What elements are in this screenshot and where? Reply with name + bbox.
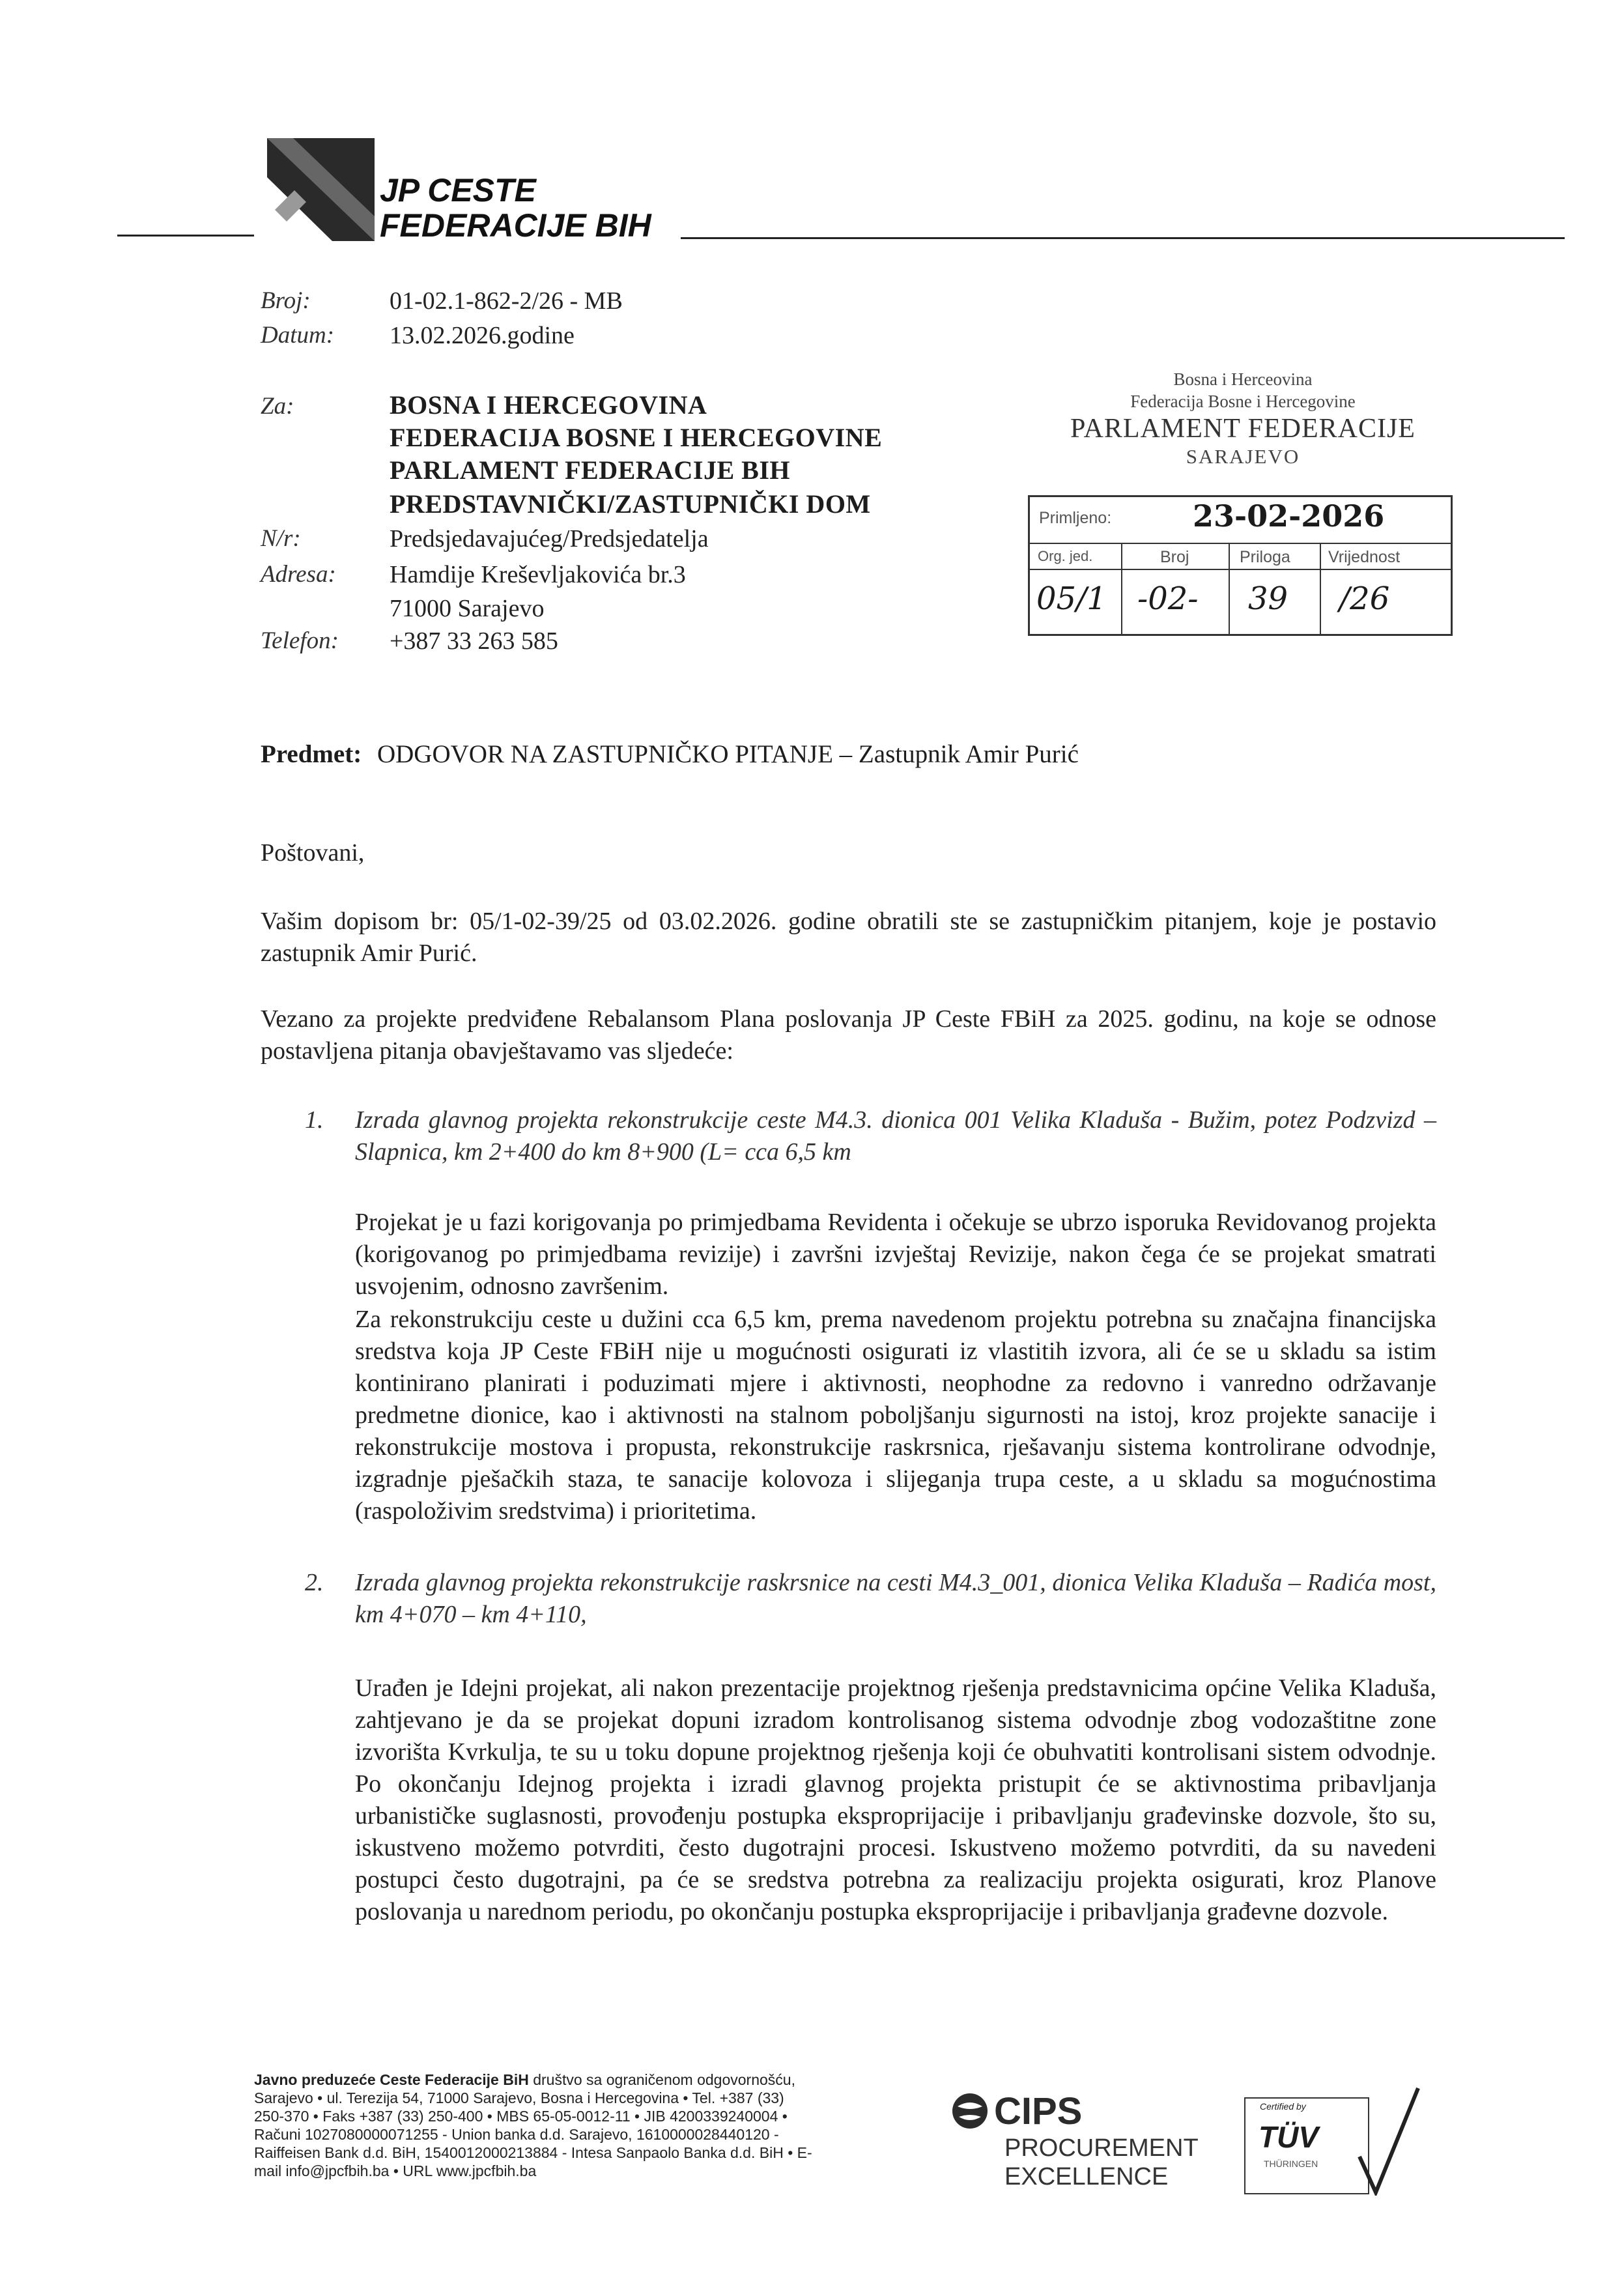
item2-title: Izrada glavnog projekta rekonstrukcije raskrsnice na cesti M4.3_001, dionica Velika Kladuša – Radića most, km 4+070 – km 4+110, <box>355 1569 1436 1628</box>
paragraph-2: Vezano za projekte predviđene Rebalansom Plana poslovanja JP Ceste FBiH za 2025. godinu, na koje se odnose postavljena pitanja obavještavamo vas sljedeće: <box>261 1005 1436 1065</box>
cips-line2: EXCELLENCE <box>1004 2163 1169 2190</box>
tuv-certified-label: Certified by <box>1260 2101 1306 2112</box>
recipient-line2: FEDERACIJA BOSNE I HERCEGOVINE <box>390 423 883 452</box>
stamp-received-row <box>1030 497 1451 544</box>
company-logo-icon <box>267 138 375 241</box>
tuv-name: TÜV <box>1259 2120 1318 2154</box>
broj-value: 01-02.1-862-2/26 - MB <box>390 287 623 315</box>
paragraph-1: Vašim dopisom br: 05/1-02-39/25 od 03.02.2026. godine obratili ste se zastupničkim pitanjem, koje je postavio zastupnik Amir Purić. <box>261 908 1436 967</box>
item1-paragraph-1: Projekat je u fazi korigovanja po primjedbama Revidenta i očekuje se ubrzo isporuka Revidovanog projekta (korigovanog po primjedbama revizije) i završni izvještaj Revizije, nakon čega će se projekat smatrati usvojenim, odnosno završenim. <box>355 1209 1436 1300</box>
item1-title: Izrada glavnog projekta rekonstrukcije ceste M4.3. dionica 001 Velika Kladuša - Bužim, potez Podzvizd – Slapnica, km 2+400 do km 8+900 (L= cca 6,5 km <box>355 1106 1436 1166</box>
stamp-line2: Federacija Bosne i Hercegovine <box>1130 392 1356 411</box>
footer-line6: mail info@jpcfbih.ba • URL www.jpcfbih.ba <box>254 2162 537 2179</box>
nr-value: Predsjedavajućeg/Predsjedatelja <box>390 525 709 552</box>
stamp-priloga-value: 39 <box>1248 581 1288 617</box>
item2-number: 2. <box>305 1569 324 1596</box>
stamp-vrijednost-label: Vrijednost <box>1328 548 1401 566</box>
company-name <box>380 173 651 243</box>
company-name-line1: JP CESTE <box>380 172 536 208</box>
item1-number: 1. <box>305 1106 324 1134</box>
stamp-line1: Bosna i Herceovina <box>1173 369 1313 389</box>
footer-line1 <box>254 2071 945 2089</box>
tuv-certification-mark <box>1232 2082 1421 2196</box>
stamp-broj-value: -02- <box>1137 581 1199 617</box>
tuv-sub: THÜRINGEN <box>1264 2159 1318 2169</box>
adresa-label: Adresa: <box>261 561 336 588</box>
stamp-org-label: Org. jed. <box>1038 548 1093 564</box>
telefon-value: +387 33 263 585 <box>390 627 558 655</box>
reception-stamp <box>1041 368 1445 468</box>
stamp-org-value: 05/1 <box>1036 581 1107 617</box>
cips-logo <box>951 2088 1212 2191</box>
recipient-line1: BOSNA I HERCEGOVINA <box>390 390 707 420</box>
item1-paragraph-2: Za rekonstrukciju ceste u dužini cca 6,5 km, prema navedenom projektu potrebna su značajna financijska sredstva koja JP Ceste FBiH nije u mogućnosti osigurati iz vlastitih izvora, ali će se u skladu sa istim kontinirano planirati i poduzimati mjere i aktivnosti, neophodne za redovno i vanredno održavanje predmetne dionice, kao i aktivnosti na stalnom poboljšanju sigurnosti na istoj, kroz projekte sanacije i rekonstrukcije mostova i propusta, rekonstrukcije raskrsnica, rješavanju sistema kontrolirane odvodnje, izgradnje pješačkih staza, te sanacije kolovoza i slijeganja trupa ceste, a u skladu sa mogućnostima (raspoloživim sredstvima) i prioritetima. <box>355 1306 1436 1525</box>
footer-company-type: društvo sa ograničenom odgovornošću, <box>528 2071 795 2088</box>
broj-label: Broj: <box>261 287 311 314</box>
stamp-line3: PARLAMENT FEDERACIJE <box>1070 414 1416 444</box>
company-name-line2: FEDERACIJE BIH <box>380 207 651 244</box>
stamp-grid <box>1028 495 1453 636</box>
footer-line4: Računi 1027080000071255 - Union banka d.d. Sarajevo, 1610000028440120 - <box>254 2126 779 2143</box>
header-rule-left <box>117 235 254 237</box>
greeting: Poštovani, <box>261 839 365 867</box>
item2-paragraph-1: Urađen je Idejni projekat, ali nakon prezentacije projektnog rješenja predstavnicima općine Velika Kladuša, zahtjevano je da se projekat dopuni izradom kontrolisanog sistema odvodnje zbog vodozaštitne zone izvorišta Kvrkulja, te su u toku dopune projektnog rješenja koji će obuhvatiti kontrolisani sistem odvodnje. Po okončanju Idejnog projekta i izradi glavnog projekta pristupit će se aktivnostima pribavljanja urbanističke suglasnosti, provođenju postupka eksproprijacije i pribavljanju građevinske dozvole, što su, iskustveno možemo potvrditi, često dugotrajni procesi. Iskustveno možemo potvrditi, da su navedeni postupci često dugotrajni, pa će se sredstva potrebna za realizaciju projekta osigurati, kroz Planove poslovanja u narednom periodu, po okončanju postupka eksproprijacije i pribavljanja građevne dozvole. <box>355 1674 1436 1925</box>
cips-name: CIPS <box>994 2090 1083 2132</box>
stamp-priloga-label: Priloga <box>1240 548 1290 566</box>
datum-label: Datum: <box>261 322 335 349</box>
subject-label: Predmet: <box>261 740 362 768</box>
stamp-received-label: Primljeno: <box>1039 509 1112 527</box>
stamp-line4: SARAJEVO <box>1186 445 1300 468</box>
recipient-line3: PARLAMENT FEDERACIJE BIH <box>390 455 791 485</box>
footer-line3: 250-370 • Faks +387 (33) 250-400 • MBS 65-05-0012-11 • JIB 4200339240004 • <box>254 2108 788 2125</box>
subject-text: ODGOVOR NA ZASTUPNIČKO PITANJE – Zastupnik Amir Purić <box>377 740 1079 768</box>
footer-company-name: Javno preduzeće Ceste Federacije BiH <box>254 2071 529 2088</box>
stamp-vrijednost-value: /26 <box>1339 581 1390 617</box>
nr-label: N/r: <box>261 525 301 552</box>
stamp-received-date: 23-02-2026 <box>1193 498 1385 534</box>
subject-line <box>261 739 1079 769</box>
adresa-line2: 71000 Sarajevo <box>390 595 545 622</box>
footer-info <box>254 2071 945 2180</box>
za-label: Za: <box>261 393 294 420</box>
cips-line1: PROCUREMENT <box>1004 2134 1199 2162</box>
checkmark-icon <box>1356 2085 1421 2196</box>
footer-line5: Raiffeisen Bank d.d. BiH, 1540012000213884 - Intesa Sanpaolo Banka d.d. BiH • E- <box>254 2144 812 2161</box>
footer-line2: Sarajevo • ul. Terezija 54, 71000 Sarajevo, Bosna i Hercegovina • Tel. +387 (33) <box>254 2089 784 2106</box>
header-rule-right <box>681 237 1565 239</box>
recipient-line4: PREDSTAVNIČKI/ZASTUPNIČKI DOM <box>390 489 871 519</box>
stamp-broj-label: Broj <box>1160 548 1189 566</box>
telefon-label: Telefon: <box>261 627 339 654</box>
datum-value: 13.02.2026.godine <box>390 322 575 349</box>
adresa-line1: Hamdije Kreševljakovića br.3 <box>390 561 686 588</box>
cips-globe-icon <box>951 2092 989 2130</box>
